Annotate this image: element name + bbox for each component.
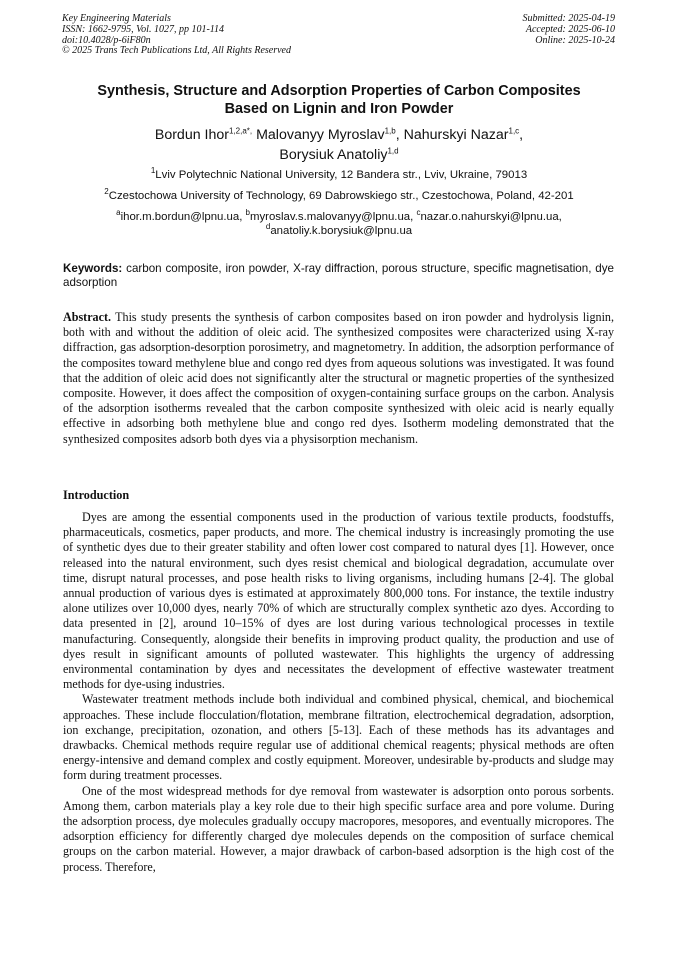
authors-line-1 bbox=[40, 125, 638, 145]
journal-name: Key Engineering Materials bbox=[62, 13, 171, 24]
abstract-block bbox=[63, 310, 614, 447]
body-paragraph: One of the most widespread methods for dye removal from wastewater is adsorption onto porous sorbents. Among them, carbon materials play a key role due to their high specific surface area and pore volume. During the adsorption process, dye molecules gradually occupy macropores, mesopores, and eventually micropores. The adsorption efficiency for differently charged dye molecules depends on the composition of surface chemical groups on the carbon material. However, a major drawback of carbon-based adsorption is the high cost of the process. Therefore, bbox=[63, 783, 614, 874]
journal-copyright: © 2025 Trans Tech Publications Ltd, All Rights Reserved bbox=[62, 45, 291, 57]
introduction-body bbox=[63, 510, 614, 875]
emails-line-2 bbox=[20, 221, 658, 239]
author-separator: , bbox=[519, 127, 524, 143]
keywords-text: carbon composite, iron powder, X-ray diffraction, porous structure, specific magnetisation, dye adsorption bbox=[63, 262, 614, 290]
author-affiliation-marker: 1,d bbox=[387, 146, 399, 156]
email-link: myroslav.s.malovanyy@lpnu.ua, bbox=[249, 211, 417, 223]
author-emails bbox=[20, 208, 658, 238]
affiliation-2 bbox=[20, 189, 658, 203]
abstract-text: This study presents the synthesis of carbon composites based on iron powder and hydrolysis lignin, both with and without the addition of oleic acid. The synthesized composites were characterized using X-ray diffraction, gas adsorption-desorption porosimetry, and magnetometry. In addition, the adsorption performance of the composites toward methylene blue and congo red dyes from aqueous solutions was investigated. It was found that the addition of oleic acid does not significantly alter the structural or magnetic properties of the synthesized composite. However, it does affect the composition of oxygen-containing surface groups on the carbon. Analysis of the adsorption isotherms revealed that the carbon composite synthesized with oleic acid is nearly equally effective in adsorbing both methylene blue and congo red dyes. Isotherm modeling demonstrated that the synthesized composites adsorb both dyes via a physisorption mechanism. bbox=[63, 310, 614, 446]
abstract-label: Abstract. bbox=[63, 310, 112, 324]
author-name: Bordun Ihor bbox=[154, 127, 229, 143]
journal-doi: doi:10.4028/p-6iF80n bbox=[62, 34, 151, 46]
email-marker: b bbox=[245, 208, 250, 218]
affiliation-text: Lviv Polytechnic National University, 12 Bandera str., Lviv, Ukraine, 79013 bbox=[155, 169, 528, 181]
email-marker: d bbox=[265, 221, 271, 231]
author-name: Malovanyy Myroslav bbox=[256, 127, 385, 143]
affiliation-1 bbox=[20, 168, 658, 182]
email-link: ihor.m.bordun@lpnu.ua, bbox=[120, 211, 246, 223]
journal-header bbox=[62, 14, 291, 57]
title-line-1: Synthesis, Structure and Adsorption Properties of Carbon Composites bbox=[97, 83, 581, 99]
author-name: Nahurskyi Nazar bbox=[403, 127, 509, 143]
emails-line-1 bbox=[20, 208, 658, 225]
email-marker: a bbox=[116, 208, 121, 218]
affiliation-marker: 1 bbox=[150, 166, 156, 176]
author-affiliation-marker: 1,c bbox=[508, 126, 520, 136]
author-affiliation-marker: 1,b bbox=[384, 126, 396, 136]
email-link: nazar.o.nahurskyi@lpnu.ua, bbox=[420, 211, 562, 223]
author-name: Borysiuk Anatoliy bbox=[279, 147, 388, 163]
author-affiliation-marker: 1,2,a*, bbox=[229, 126, 253, 136]
date-online: Online: 2025-10-24 bbox=[535, 34, 615, 46]
keywords-block bbox=[63, 262, 614, 291]
introduction-heading: Introduction bbox=[63, 488, 130, 502]
dates-header bbox=[523, 14, 616, 46]
author-separator: , bbox=[395, 127, 404, 143]
title-line-2: Based on Lignin and Iron Powder bbox=[224, 101, 454, 117]
body-paragraph: Dyes are among the essential components used in the production of various textile products, foodstuffs, pharmaceuticals, cosmetics, paper products, and more. The chemical industry is increasingly promoting the use of synthetic dyes due to their greater stability and often lower cost compared to natural dyes [1]. However, once released into the natural environment, such dyes resist chemical and biological degradation, accumulate over time, disrupt natural processes, and pose health risks to living organisms, including humans [2-4]. The global annual production of various dyes is estimated at approximately 800,000 tons. For instance, the textile industry alone utilizes over 10,000 dyes, nearly 70% of which are structurally complex synthetic azo dyes. According to data presented in [2], around 10–15% of dyes are lost during various technological processes in textile manufacturing. Consequently, alongside their benefits in improving product quality, the production and use of dyes result in significant amounts of polluted wastewater. This highlights the urgency of addressing environmental contamination by dyes and necessitates the development of effective wastewater treatment methods for dye-using industries. bbox=[63, 510, 614, 692]
email-link: anatoliy.k.borysiuk@lpnu.ua bbox=[270, 224, 413, 237]
date-submitted: Submitted: 2025-04-19 bbox=[522, 13, 615, 24]
keywords-label: Keywords: bbox=[63, 262, 123, 275]
affiliation-marker: 2 bbox=[104, 187, 109, 197]
date-accepted: Accepted: 2025-06-10 bbox=[525, 23, 615, 35]
authors-line-2 bbox=[40, 145, 638, 165]
author-list bbox=[40, 125, 638, 165]
paper-title bbox=[40, 82, 638, 118]
email-marker: c bbox=[416, 208, 421, 218]
journal-issn: ISSN: 1662-9795, Vol. 1027, pp 101-114 bbox=[62, 23, 225, 35]
affiliation-text: Czestochowa University of Technology, 69 Dabrowskiego str., Czestochowa, Poland, 42-201 bbox=[108, 190, 574, 202]
body-paragraph: Wastewater treatment methods include both individual and combined physical, chemical, and biochemical approaches. These include flocculation/flotation, membrane filtration, electrochemical degradation, adsorption, ion exchange, precipitation, ozonation, and others [5-13]. Each of these methods has its advantages and drawbacks. Chemical methods require regular use of additional chemical reagents; physical methods are often energy-intensive and demand complex and costly equipment. Moreover, undesirable by-products and sludge may form during treatment processes. bbox=[63, 692, 614, 783]
